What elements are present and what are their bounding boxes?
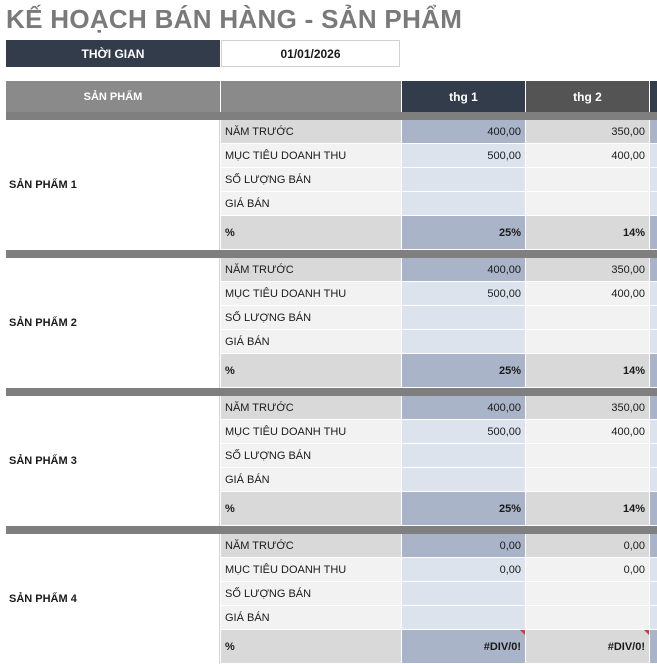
month-3-cell-edge[interactable] <box>650 582 657 606</box>
month-3-cell-edge[interactable] <box>650 258 657 282</box>
row-label[interactable]: SỐ LƯỢNG BÁN <box>221 582 401 606</box>
month-1-cell[interactable]: 25% <box>402 354 525 388</box>
month-1-cell[interactable]: 500,00 <box>402 282 525 306</box>
row-label[interactable]: NĂM TRƯỚC <box>221 396 401 420</box>
header-product: SẢN PHẨM <box>6 81 220 112</box>
product-block <box>0 388 657 526</box>
error-indicator-icon <box>520 630 525 635</box>
month-3-cell-edge[interactable] <box>650 468 657 492</box>
month-2-cell[interactable] <box>526 192 649 216</box>
separator-band <box>6 388 657 396</box>
month-1-cell[interactable]: #DIV/0! <box>402 630 525 664</box>
month-2-cell[interactable] <box>526 306 649 330</box>
row-label[interactable]: MỤC TIÊU DOANH THU <box>221 144 401 168</box>
month-1-cell[interactable]: 0,00 <box>402 534 525 558</box>
month-2-cell[interactable]: 350,00 <box>526 258 649 282</box>
header-metric <box>221 81 401 112</box>
header-month-1: thg 1 <box>402 81 525 112</box>
page-title: KẾ HOẠCH BÁN HÀNG - SẢN PHẨM <box>6 4 463 34</box>
table-row <box>221 420 657 444</box>
month-1-cell[interactable] <box>402 306 525 330</box>
month-2-cell[interactable]: 14% <box>526 216 649 250</box>
separator-band <box>6 250 657 258</box>
product-name[interactable]: SẢN PHẨM 1 <box>6 120 220 250</box>
month-1-cell[interactable]: 400,00 <box>402 120 525 144</box>
month-2-cell[interactable]: 0,00 <box>526 534 649 558</box>
row-label[interactable]: GIÁ BÁN <box>221 192 401 216</box>
month-3-cell-edge[interactable] <box>650 168 657 192</box>
month-2-cell[interactable]: 350,00 <box>526 120 649 144</box>
month-2-cell[interactable]: 400,00 <box>526 144 649 168</box>
month-1-cell[interactable] <box>402 468 525 492</box>
month-2-cell[interactable]: #DIV/0! <box>526 630 649 664</box>
product-name[interactable]: SẢN PHẨM 4 <box>6 534 220 664</box>
month-1-cell[interactable]: 500,00 <box>402 420 525 444</box>
separator-band <box>6 112 657 120</box>
table-row <box>221 468 657 492</box>
month-2-cell[interactable]: 350,00 <box>526 396 649 420</box>
row-label[interactable]: % <box>221 630 401 664</box>
month-2-cell[interactable] <box>526 468 649 492</box>
month-3-cell-edge[interactable] <box>650 420 657 444</box>
month-2-cell[interactable]: 0,00 <box>526 558 649 582</box>
table-row <box>221 396 657 420</box>
separator-band <box>6 526 657 534</box>
table-row <box>221 582 657 606</box>
row-label[interactable]: MỤC TIÊU DOANH THU <box>221 420 401 444</box>
table-row <box>221 354 657 388</box>
product-block <box>0 526 657 664</box>
table-row <box>221 330 657 354</box>
row-label[interactable]: NĂM TRƯỚC <box>221 258 401 282</box>
month-3-cell-edge[interactable] <box>650 282 657 306</box>
month-3-cell-edge[interactable] <box>650 396 657 420</box>
row-label[interactable]: % <box>221 216 401 250</box>
month-1-cell[interactable] <box>402 444 525 468</box>
row-label[interactable]: MỤC TIÊU DOANH THU <box>221 558 401 582</box>
month-3-cell-edge[interactable] <box>650 216 657 250</box>
month-1-cell[interactable] <box>402 330 525 354</box>
table-row <box>221 120 657 144</box>
error-indicator-icon <box>644 630 649 635</box>
table-row <box>221 168 657 192</box>
month-1-cell[interactable] <box>402 168 525 192</box>
row-label[interactable]: GIÁ BÁN <box>221 606 401 630</box>
month-2-cell[interactable] <box>526 582 649 606</box>
row-label[interactable]: NĂM TRƯỚC <box>221 120 401 144</box>
month-1-cell[interactable]: 0,00 <box>402 558 525 582</box>
month-1-cell[interactable]: 25% <box>402 216 525 250</box>
month-3-cell-edge[interactable] <box>650 192 657 216</box>
month-1-cell[interactable]: 25% <box>402 492 525 526</box>
month-1-cell[interactable]: 400,00 <box>402 258 525 282</box>
month-3-cell-edge[interactable] <box>650 354 657 388</box>
table-row <box>221 492 657 526</box>
row-label[interactable]: SỐ LƯỢNG BÁN <box>221 306 401 330</box>
month-2-cell[interactable]: 14% <box>526 354 649 388</box>
month-1-cell[interactable]: 400,00 <box>402 396 525 420</box>
month-2-cell[interactable]: 400,00 <box>526 282 649 306</box>
row-label[interactable]: SỐ LƯỢNG BÁN <box>221 168 401 192</box>
month-1-cell[interactable] <box>402 582 525 606</box>
row-label[interactable]: MỤC TIÊU DOANH THU <box>221 282 401 306</box>
table-row <box>221 534 657 558</box>
header-month-3-edge <box>650 81 657 112</box>
month-3-cell-edge[interactable] <box>650 558 657 582</box>
table-row <box>221 558 657 582</box>
row-label[interactable]: % <box>221 492 401 526</box>
month-1-cell[interactable] <box>402 606 525 630</box>
month-2-cell[interactable]: 14% <box>526 492 649 526</box>
row-label[interactable]: NĂM TRƯỚC <box>221 534 401 558</box>
table-row <box>221 444 657 468</box>
month-3-cell-edge[interactable] <box>650 444 657 468</box>
header-month-2: thg 2 <box>526 81 649 112</box>
month-2-cell[interactable] <box>526 606 649 630</box>
table-row <box>221 282 657 306</box>
table-row <box>221 630 657 664</box>
table-row <box>221 216 657 250</box>
month-3-cell-edge[interactable] <box>650 492 657 526</box>
table-row <box>221 306 657 330</box>
product-name[interactable]: SẢN PHẨM 3 <box>6 396 220 526</box>
row-label[interactable]: % <box>221 354 401 388</box>
month-3-cell-edge[interactable] <box>650 534 657 558</box>
time-label: THỜI GIAN <box>6 40 220 67</box>
row-label[interactable]: GIÁ BÁN <box>221 330 401 354</box>
month-2-cell[interactable]: 400,00 <box>526 420 649 444</box>
month-3-cell-edge[interactable] <box>650 144 657 168</box>
time-value-cell[interactable]: 01/01/2026 <box>221 40 400 67</box>
month-2-cell[interactable] <box>526 330 649 354</box>
product-name[interactable]: SẢN PHẨM 2 <box>6 258 220 388</box>
row-label[interactable]: SỐ LƯỢNG BÁN <box>221 444 401 468</box>
row-label[interactable]: GIÁ BÁN <box>221 468 401 492</box>
table-row <box>221 144 657 168</box>
table-row <box>221 192 657 216</box>
product-block <box>0 250 657 388</box>
month-3-cell-edge[interactable] <box>650 630 657 664</box>
month-2-cell[interactable] <box>526 444 649 468</box>
month-1-cell[interactable]: 500,00 <box>402 144 525 168</box>
month-3-cell-edge[interactable] <box>650 120 657 144</box>
month-3-cell-edge[interactable] <box>650 306 657 330</box>
month-3-cell-edge[interactable] <box>650 330 657 354</box>
product-block <box>0 112 657 250</box>
month-3-cell-edge[interactable] <box>650 606 657 630</box>
table-row <box>221 258 657 282</box>
month-1-cell[interactable] <box>402 192 525 216</box>
month-2-cell[interactable] <box>526 168 649 192</box>
table-row <box>221 606 657 630</box>
